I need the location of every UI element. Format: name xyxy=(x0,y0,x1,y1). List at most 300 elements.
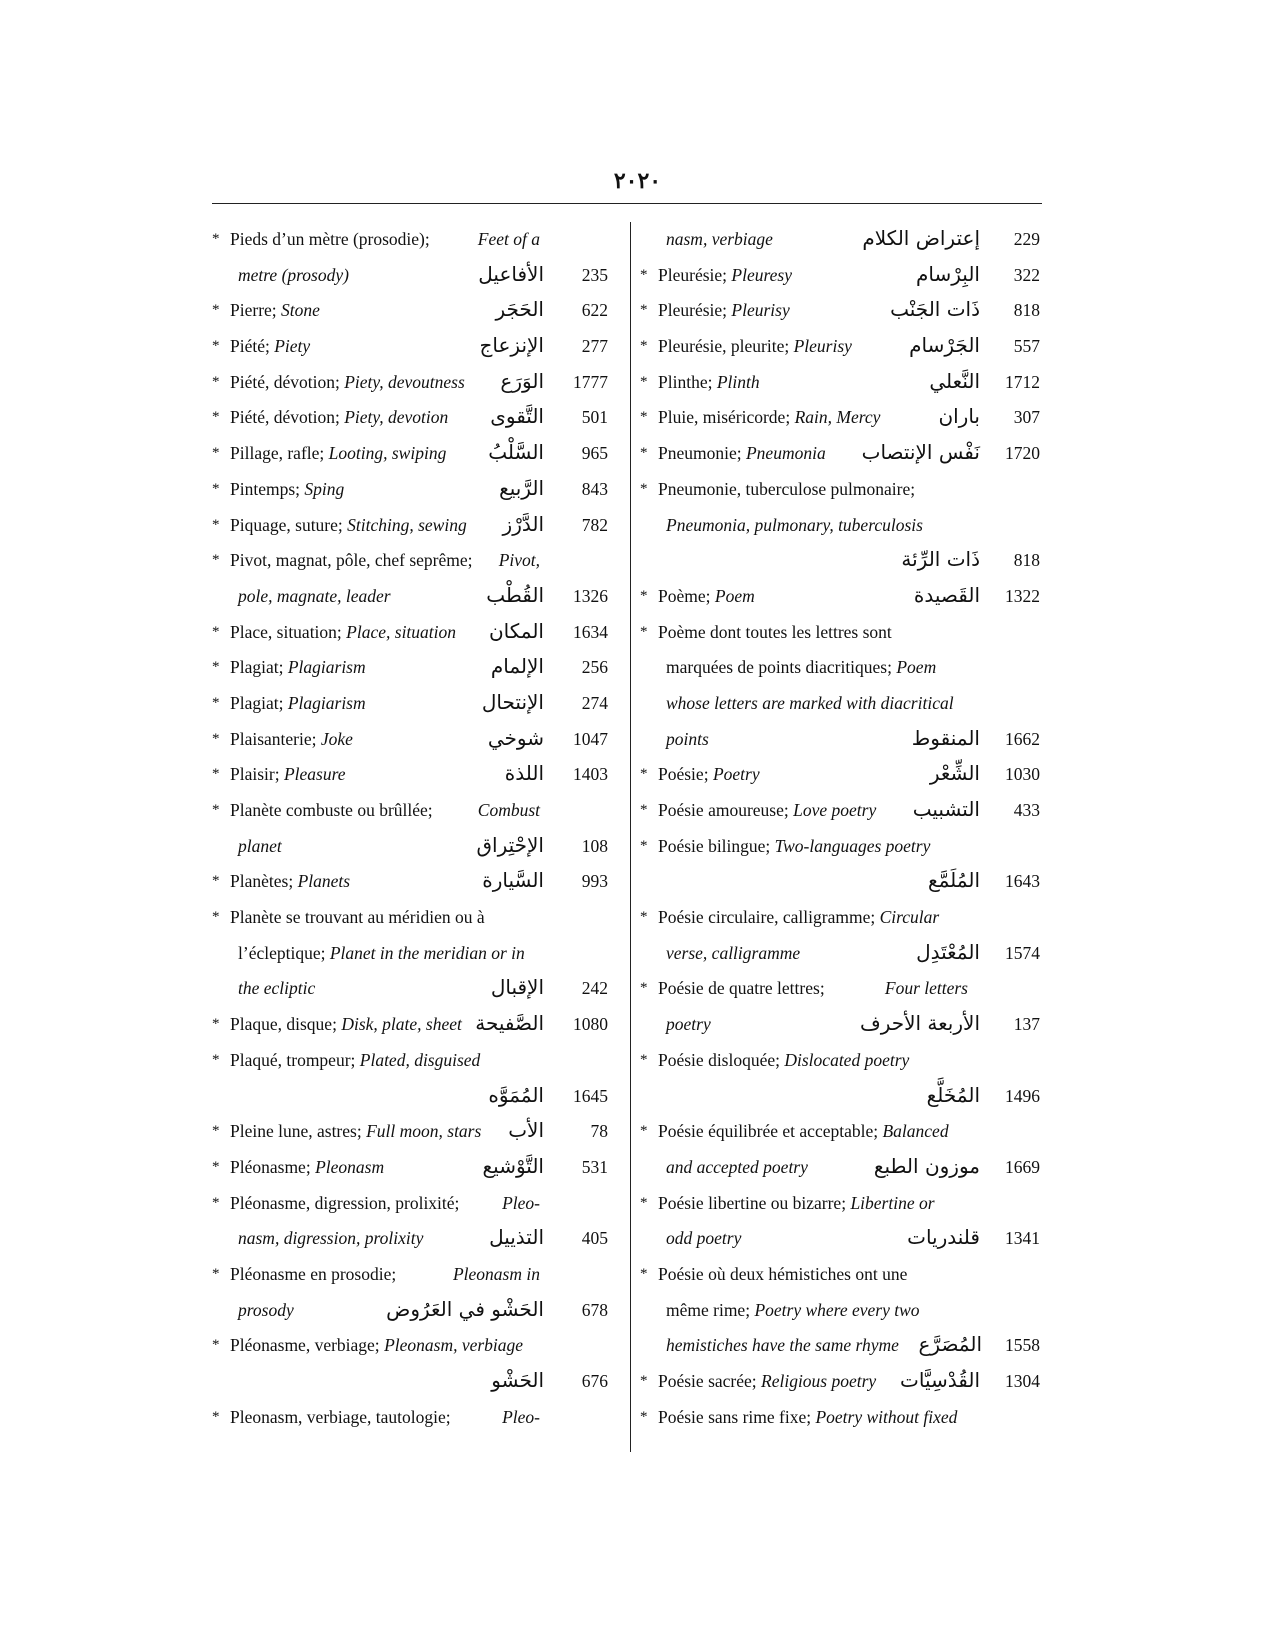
english-term: nasm, digression, prolixity xyxy=(238,1228,424,1249)
entry-bullet: * xyxy=(212,1408,220,1425)
entry-number: 242 xyxy=(581,978,608,999)
french-term: Plagiat; xyxy=(230,657,284,678)
french-term: Pluie, miséricorde; xyxy=(658,407,791,428)
french-term: Pillage, rafle; xyxy=(230,443,325,464)
english-term: Pleonasm, verbiage xyxy=(384,1335,524,1356)
entry-bullet: * xyxy=(212,730,220,747)
entry-bullet: * xyxy=(212,909,220,926)
french-term: Piété, dévotion; xyxy=(230,407,340,428)
entry-row xyxy=(212,436,616,472)
english-term: Two-languages poetry xyxy=(774,835,931,856)
entry-bullet: * xyxy=(640,1265,648,1282)
arabic-term: الدَّرْز xyxy=(502,511,544,536)
entry-number: 78 xyxy=(590,1121,608,1142)
arabic-term: المُمَوَّه xyxy=(488,1082,544,1107)
entry-text xyxy=(658,793,876,829)
entry-number: 993 xyxy=(581,871,608,892)
entry-row xyxy=(640,1007,1048,1043)
entry-number: 1662 xyxy=(1005,728,1040,749)
entry-row xyxy=(640,222,1048,258)
entry-row xyxy=(212,1007,616,1043)
entry-row xyxy=(640,365,1048,401)
french-term: Poésie sans rime fixe; xyxy=(658,1406,812,1427)
entry-number: 1080 xyxy=(573,1014,608,1035)
english-term: Pleo- xyxy=(502,1406,540,1427)
arabic-term: باران xyxy=(938,404,980,429)
french-term: Plaisir; xyxy=(230,764,280,785)
french-term: Pneumonie, tuberculose pulmonaire; xyxy=(658,478,916,499)
entry-bullet: * xyxy=(212,766,220,783)
entry-bullet: * xyxy=(640,1373,648,1389)
english-term: poetry xyxy=(666,1014,711,1035)
english-term: Plagiarism xyxy=(287,692,366,713)
entry-text xyxy=(658,971,968,1007)
entry-row xyxy=(212,579,616,615)
entry-row xyxy=(640,293,1048,329)
entry-text xyxy=(658,1114,949,1150)
english-term: Pleasure xyxy=(283,764,346,785)
english-term: odd poetry xyxy=(666,1228,742,1249)
entry-text xyxy=(230,722,353,758)
english-term: Four letters xyxy=(884,978,968,999)
entry-text xyxy=(230,1150,384,1186)
french-term: Planète se trouvant au méridien ou à xyxy=(230,907,485,928)
entry-number: 1496 xyxy=(1005,1085,1040,1106)
french-term: Pleonasm, verbiage, tautologie; xyxy=(230,1406,451,1427)
entry-text xyxy=(658,258,792,294)
entry-bullet: * xyxy=(640,980,648,997)
entry-number: 1634 xyxy=(573,621,608,642)
entry-number: 531 xyxy=(581,1156,608,1177)
english-term: and accepted poetry xyxy=(666,1156,808,1177)
french-term: Poésie bilingue; xyxy=(658,835,771,856)
entry-row xyxy=(640,1150,1048,1186)
entry-text xyxy=(230,436,446,472)
entry-bullet: * xyxy=(640,338,648,355)
entry-row xyxy=(640,722,1048,758)
entry-text xyxy=(658,1186,935,1222)
arabic-term: القُطْب xyxy=(486,582,544,607)
entry-bullet: * xyxy=(640,909,648,926)
arabic-term: السَّلْبُ xyxy=(488,440,544,465)
entry-text xyxy=(658,1043,909,1079)
english-term: Plated, disguised xyxy=(359,1049,481,1070)
arabic-term: قلندريات xyxy=(907,1225,980,1250)
french-term: l’écleptique; xyxy=(238,942,326,963)
right-column xyxy=(640,222,1048,1435)
english-term: Full moon, stars xyxy=(366,1121,482,1142)
french-term: Pintemps; xyxy=(230,478,301,499)
entry-text xyxy=(230,1257,540,1293)
entry-number: 235 xyxy=(581,264,608,285)
entry-bullet: * xyxy=(640,480,648,497)
english-term: Poetry where every two xyxy=(754,1299,920,1320)
entry-row xyxy=(640,864,1048,900)
french-term: Piété; xyxy=(230,336,270,357)
french-term: Plinthe; xyxy=(658,371,713,392)
entry-text xyxy=(230,508,467,544)
column-divider xyxy=(630,222,631,1452)
entry-text xyxy=(658,1400,957,1436)
entry-bullet: * xyxy=(640,445,648,462)
entry-text xyxy=(230,686,366,722)
english-term: Poetry xyxy=(712,764,760,785)
entry-number: 1643 xyxy=(1005,871,1040,892)
entry-text xyxy=(658,436,826,472)
entry-bullet: * xyxy=(640,1123,648,1140)
entry-bullet: * xyxy=(212,1051,220,1068)
entry-row xyxy=(640,1293,1048,1329)
left-column xyxy=(212,222,616,1435)
entry-text xyxy=(230,293,320,329)
english-term: Religious poetry xyxy=(761,1371,877,1391)
arabic-term: المُصَرَّع xyxy=(918,1332,982,1357)
english-term: Stitching, sewing xyxy=(347,514,467,535)
entry-row xyxy=(640,1257,1048,1293)
entry-row xyxy=(212,864,616,900)
french-term: Planète combuste ou brûllée; xyxy=(230,800,433,820)
entry-number: 782 xyxy=(581,514,608,535)
entry-row xyxy=(640,900,1048,936)
french-term: Pivot, magnat, pôle, chef seprême; xyxy=(230,550,473,571)
entry-row xyxy=(640,258,1048,294)
english-term: Pleonasm xyxy=(315,1156,385,1177)
entry-number: 676 xyxy=(581,1371,608,1391)
english-term: Looting, swiping xyxy=(328,443,447,464)
arabic-term: المُلَمَّع xyxy=(927,868,980,893)
arabic-term: القَصيدة xyxy=(913,582,980,607)
french-term: Poésie disloquée; xyxy=(658,1049,780,1070)
french-term: Pleurésie; xyxy=(658,264,728,285)
english-term: Balanced xyxy=(882,1121,949,1142)
entry-text xyxy=(230,793,540,829)
entry-row xyxy=(212,686,616,722)
arabic-term: الجَرْسام xyxy=(909,333,980,358)
english-term: Dislocated poetry xyxy=(784,1049,910,1070)
entry-text xyxy=(658,365,760,401)
entry-text xyxy=(658,757,760,793)
arabic-term: الإحْتِراق xyxy=(476,832,544,857)
entry-number: 1341 xyxy=(1005,1228,1040,1249)
entry-bullet: * xyxy=(212,694,220,711)
english-term: Plagiarism xyxy=(287,657,366,678)
arabic-term: الإنزعاج xyxy=(479,333,544,358)
arabic-term: البِرْسام xyxy=(916,261,980,286)
entry-row xyxy=(212,793,616,829)
entry-row xyxy=(212,1221,616,1257)
entry-row xyxy=(640,1114,1048,1150)
entry-row xyxy=(640,329,1048,365)
entry-text xyxy=(230,1043,480,1079)
arabic-term: الأب xyxy=(508,1118,544,1143)
english-term: Poem xyxy=(896,657,937,678)
english-term: the ecliptic xyxy=(238,978,316,999)
arabic-term: ذَات الرِّئة xyxy=(901,547,980,572)
entry-number: 1326 xyxy=(573,585,608,606)
entry-row xyxy=(212,1293,616,1329)
english-term: nasm, verbiage xyxy=(666,229,773,249)
entry-number: 1777 xyxy=(573,371,608,392)
english-term: Feet of a xyxy=(477,229,540,249)
french-term: Poème; xyxy=(658,585,711,606)
english-term: prosody xyxy=(238,1299,294,1320)
entry-text xyxy=(230,864,350,900)
arabic-term: إعتراض الكلام xyxy=(862,226,980,250)
entry-bullet: * xyxy=(212,231,220,247)
entry-row xyxy=(640,1221,1048,1257)
english-term: Stone xyxy=(281,300,320,321)
entry-row xyxy=(640,436,1048,472)
arabic-term: التذييل xyxy=(489,1225,544,1250)
entry-number: 137 xyxy=(1013,1014,1040,1035)
entry-bullet: * xyxy=(640,266,648,283)
french-term: Pleine lune, astres; xyxy=(230,1121,362,1142)
arabic-term: الإلمام xyxy=(490,654,544,679)
entry-text xyxy=(666,1293,920,1329)
entry-row xyxy=(212,258,616,294)
entry-bullet: * xyxy=(212,1158,220,1175)
entry-number: 307 xyxy=(1013,407,1040,428)
english-term: Pleurisy xyxy=(793,336,852,357)
entry-row xyxy=(212,1328,616,1364)
arabic-term: النَّعلي xyxy=(929,368,980,393)
french-term: Piquage, suture; xyxy=(230,514,343,535)
entry-bullet: * xyxy=(640,1051,648,1068)
french-term: Plagiat; xyxy=(230,692,284,713)
entry-number: 1720 xyxy=(1005,443,1040,464)
english-term: Disk, plate, sheet xyxy=(341,1014,462,1035)
entry-row xyxy=(212,722,616,758)
entry-row xyxy=(212,329,616,365)
entry-row xyxy=(212,543,616,579)
arabic-term: التشبيب xyxy=(912,797,980,821)
english-term: verse, calligramme xyxy=(666,942,801,963)
english-term: Combust xyxy=(477,800,540,820)
entry-row xyxy=(640,508,1048,544)
entry-row xyxy=(212,757,616,793)
entry-text xyxy=(658,900,939,936)
french-term: Poésie libertine ou bizarre; xyxy=(658,1192,847,1213)
entry-number: 1304 xyxy=(1005,1371,1040,1391)
entry-bullet: * xyxy=(212,873,220,890)
entry-row xyxy=(212,293,616,329)
english-term: Piety, devoutness xyxy=(344,371,465,392)
entry-row xyxy=(212,222,616,258)
english-term: Poetry without fixed xyxy=(815,1406,958,1427)
entry-number: 274 xyxy=(581,692,608,713)
entry-number: 1322 xyxy=(1005,585,1040,606)
french-term: Pleurésie, pleurite; xyxy=(658,336,790,357)
entry-row xyxy=(640,1328,1048,1364)
entry-row xyxy=(212,936,616,972)
french-term: marquées de points diacritiques; xyxy=(666,657,892,678)
entry-text xyxy=(230,1114,481,1150)
entry-bullet: * xyxy=(212,302,220,319)
entry-row xyxy=(640,650,1048,686)
english-term: Love poetry xyxy=(793,800,877,820)
entry-text xyxy=(230,400,448,436)
header-rule xyxy=(212,203,1042,204)
arabic-term: المُعْتَدِل xyxy=(916,939,980,964)
entry-row xyxy=(212,1114,616,1150)
entry-row xyxy=(640,971,1048,1007)
english-term: points xyxy=(666,728,709,749)
french-term: Pléonasme en prosodie; xyxy=(230,1263,397,1284)
arabic-term: شوخي xyxy=(487,725,544,750)
french-term: Poésie circulaire, calligramme; xyxy=(658,907,876,928)
entry-text xyxy=(666,650,936,686)
english-term: Pleurisy xyxy=(731,300,790,321)
entry-row xyxy=(640,543,1048,579)
entry-number: 277 xyxy=(581,336,608,357)
entry-number: 557 xyxy=(1013,336,1040,357)
entry-bullet: * xyxy=(212,1337,220,1354)
entry-text xyxy=(230,1328,523,1364)
arabic-term: الحَشْو في العَرُوض xyxy=(386,1296,544,1321)
entry-number: 965 xyxy=(581,443,608,464)
french-term: Poésie amoureuse; xyxy=(658,800,789,820)
entry-bullet: * xyxy=(212,373,220,390)
english-term: Pneumonia, pulmonary, tuberculosis xyxy=(666,514,923,535)
entry-text xyxy=(658,329,852,365)
english-term: Pleo- xyxy=(502,1192,540,1213)
french-term: Poésie de quatre lettres; xyxy=(658,978,825,999)
entry-bullet: * xyxy=(212,409,220,426)
entry-bullet: * xyxy=(640,302,648,319)
entry-row xyxy=(212,472,616,508)
english-term: metre (prosody) xyxy=(238,264,349,285)
entry-text xyxy=(230,1007,462,1043)
entry-bullet: * xyxy=(212,623,220,640)
entry-number: 818 xyxy=(1013,550,1040,571)
arabic-term: المنقوط xyxy=(911,725,980,750)
entry-bullet: * xyxy=(640,837,648,854)
entry-number: 1047 xyxy=(573,728,608,749)
entry-bullet: * xyxy=(640,802,648,818)
entry-row xyxy=(212,400,616,436)
arabic-term: التَّقوى xyxy=(490,404,544,429)
entry-row xyxy=(212,900,616,936)
arabic-term: الأربعة الأحرف xyxy=(859,1011,980,1036)
entry-bullet: * xyxy=(212,1194,220,1211)
entry-bullet: * xyxy=(640,623,648,640)
french-term: Planètes; xyxy=(230,871,294,892)
entry-row xyxy=(212,1043,616,1079)
entry-row xyxy=(640,936,1048,972)
english-term: hemistiches have the same rhyme xyxy=(666,1335,899,1356)
arabic-term: المُخَلَّع xyxy=(926,1082,980,1107)
entry-number: 678 xyxy=(581,1299,608,1320)
entry-row xyxy=(640,1364,1048,1400)
arabic-term: ذَات الجَنْب xyxy=(890,297,980,322)
entry-text xyxy=(230,543,540,579)
entry-bullet: * xyxy=(212,1265,220,1282)
entry-bullet: * xyxy=(212,802,220,818)
entry-bullet: * xyxy=(212,480,220,497)
french-term: même rime; xyxy=(666,1299,751,1320)
entry-bullet: * xyxy=(212,445,220,462)
french-term: Poésie sacrée; xyxy=(658,1371,757,1391)
french-term: Pierre; xyxy=(230,300,277,321)
entry-text xyxy=(658,293,790,329)
page-number: ٢٠٢٠ xyxy=(613,168,662,193)
entry-number: 1030 xyxy=(1005,764,1040,785)
arabic-term: القُدْسِيَّات xyxy=(900,1368,980,1392)
entry-bullet: * xyxy=(640,373,648,390)
arabic-term: نَفْس الإنتصاب xyxy=(861,440,980,465)
entry-text xyxy=(238,936,525,972)
entry-bullet: * xyxy=(640,1194,648,1211)
entry-bullet: * xyxy=(640,409,648,426)
entry-text xyxy=(230,757,346,793)
entry-bullet: * xyxy=(640,1408,648,1425)
arabic-term: الإقبال xyxy=(490,975,544,1000)
entry-text xyxy=(658,1364,876,1400)
entry-row xyxy=(640,686,1048,722)
entry-row xyxy=(212,1079,616,1115)
english-term: Pivot, xyxy=(498,550,540,571)
entry-number: 108 xyxy=(581,835,608,856)
arabic-term: الصَّفيحة xyxy=(475,1011,544,1036)
french-term: Pneumonie; xyxy=(658,443,742,464)
entry-number: 1403 xyxy=(573,764,608,785)
french-term: Poésie où deux hémistiches ont une xyxy=(658,1263,908,1284)
entry-text xyxy=(230,329,310,365)
french-term: Plaque, disque; xyxy=(230,1014,337,1035)
entry-text xyxy=(230,1186,540,1222)
french-term: Place, situation; xyxy=(230,621,342,642)
entry-row xyxy=(640,1043,1048,1079)
entry-bullet: * xyxy=(640,766,648,783)
entry-number: 256 xyxy=(581,657,608,678)
entry-number: 1574 xyxy=(1005,942,1040,963)
english-term: Sping xyxy=(304,478,345,499)
entry-number: 1645 xyxy=(573,1085,608,1106)
entry-row xyxy=(212,829,616,865)
entry-number: 818 xyxy=(1013,300,1040,321)
arabic-term: التَّوْشيع xyxy=(482,1153,544,1178)
french-term: Plaqué, trompeur; xyxy=(230,1049,356,1070)
entry-number: 501 xyxy=(581,407,608,428)
french-term: Pleurésie; xyxy=(658,300,728,321)
entry-bullet: * xyxy=(212,338,220,355)
entry-number: 405 xyxy=(581,1228,608,1249)
entry-text xyxy=(230,365,465,401)
entry-row xyxy=(212,650,616,686)
arabic-term: الشِّعْر xyxy=(929,761,980,786)
entry-row xyxy=(212,1257,616,1293)
english-term: Pneumonia xyxy=(745,443,826,464)
entry-text xyxy=(658,579,755,615)
entry-row xyxy=(212,365,616,401)
french-term: Pléonasme; xyxy=(230,1156,311,1177)
french-term: Pieds d’un mètre (prosodie); xyxy=(230,229,430,249)
entry-bullet: * xyxy=(640,587,648,604)
entry-row xyxy=(640,615,1048,651)
arabic-term: الرَّبيع xyxy=(499,475,544,500)
entry-bullet: * xyxy=(212,1123,220,1140)
french-term: Piété, dévotion; xyxy=(230,371,340,392)
entry-row xyxy=(640,579,1048,615)
english-term: Pleuresy xyxy=(731,264,792,285)
english-term: Pleonasm in xyxy=(452,1263,540,1284)
arabic-term: المكان xyxy=(488,618,544,643)
english-term: Planet in the meridian or in xyxy=(329,942,525,963)
entry-text xyxy=(230,615,456,651)
entry-bullet: * xyxy=(212,552,220,569)
entry-text xyxy=(230,650,366,686)
entry-text xyxy=(658,400,880,436)
